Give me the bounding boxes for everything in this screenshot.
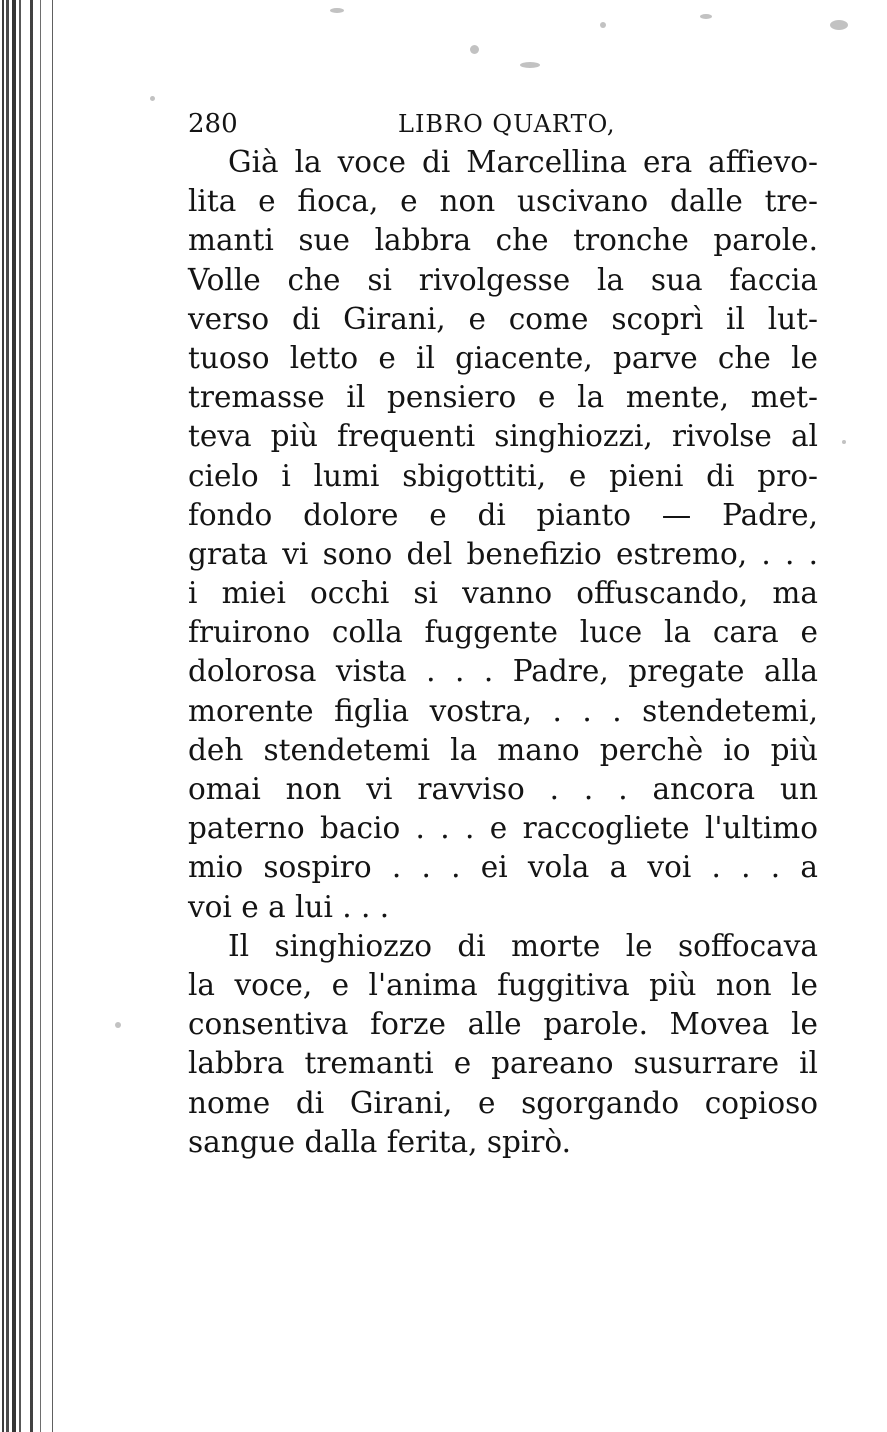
text-line: cielo i lumi sbigottiti, e pieni di pro- [188, 458, 818, 493]
text-line: verso di Girani, e come scoprì il lut- [188, 301, 818, 336]
text-line: labbra tremanti e pareano susurrare il [188, 1046, 818, 1081]
text-line: Già la voce di Marcellina era affievo- [228, 145, 818, 179]
running-header [188, 104, 768, 144]
text-line: manti sue labbra che tronche parole. [188, 223, 818, 258]
paper-speck [330, 8, 344, 13]
page-binding-edge [0, 0, 68, 1432]
text-line: omai non vi ravviso . . . ancora un [188, 772, 818, 806]
running-head-title: LIBRO QUARTO, [398, 110, 616, 138]
text-line: nome di Girani, e sgorgando copioso [188, 1085, 818, 1120]
text-line: voi e a lui . . . [188, 889, 390, 924]
text-line: Volle che si rivolgesse la sua faccia [188, 262, 818, 297]
text-line: i miei occhi si vanno offuscando, ma [188, 576, 818, 611]
paper-speck [115, 1022, 121, 1028]
paper-speck [842, 440, 846, 444]
page-number: 280 [188, 109, 238, 139]
paper-speck [520, 62, 540, 68]
text-line: tuoso letto e il giacente, parve che le [188, 340, 818, 375]
text-line: fondo dolore e di pianto — Padre, [188, 497, 818, 532]
text-line: paterno bacio . . . e raccogliete l'ultimo [188, 811, 818, 846]
text-line: Il singhiozzo di morte le soffocava [228, 928, 818, 963]
text-line: teva più frequenti singhiozzi, rivolse al [188, 419, 818, 454]
text-line: grata vi sono del benefizio estremo, . . . [188, 536, 818, 571]
paper-speck [470, 45, 479, 54]
text-line: sangue dalla ferita, spirò. [188, 1124, 572, 1159]
paper-speck [150, 96, 155, 101]
text-line: tremasse il pensiero e la mente, met- [188, 380, 818, 415]
text-line: mio sospiro . . . ei vola a voi . . . a [188, 850, 818, 885]
text-line: lita e fioca, e non uscivano dalle tre- [188, 184, 818, 219]
text-line: deh stendetemi la mano perchè io più [188, 732, 818, 767]
paper-speck [830, 20, 848, 30]
body-text [188, 143, 818, 1162]
paper-speck [600, 22, 606, 28]
text-line: fruirono colla fuggente luce la cara e [188, 615, 818, 650]
text-line: dolorosa vista . . . Padre, pregate alla [188, 654, 818, 689]
text-line: la voce, e l'anima fuggitiva più non le [188, 967, 818, 1002]
text-line: consentiva forze alle parole. Movea le [188, 1007, 818, 1042]
text-line: morente figlia vostra, . . . stendetemi, [188, 693, 818, 728]
paper-speck [700, 14, 712, 19]
